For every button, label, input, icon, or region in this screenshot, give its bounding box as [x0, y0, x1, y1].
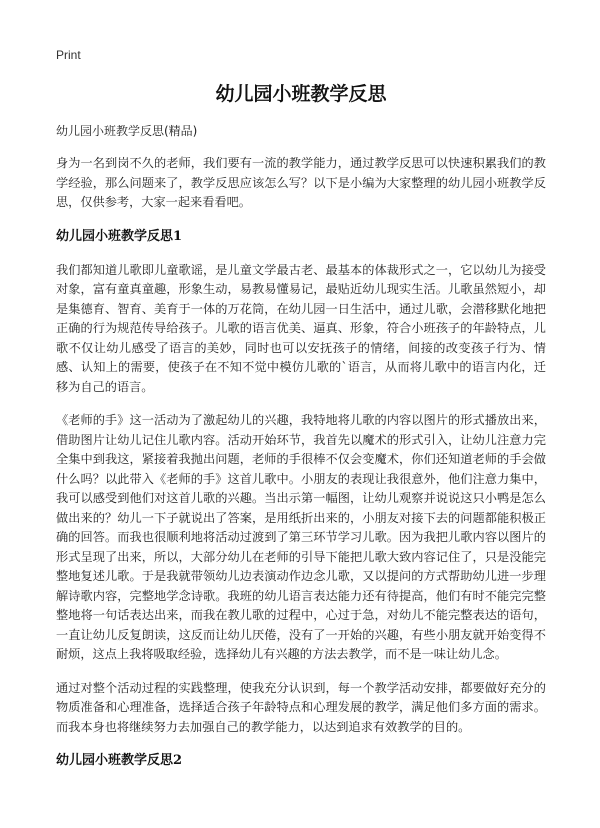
section-paragraph: 《老师的手》这一活动为了激起幼儿的兴趣，我特地将儿歌的内容以图片的形式播放出来，借助图片让幼儿记住儿歌内容。活动开始环节，我首先以魔术的形式引入，让幼儿注意力完全集中到我这，紧接着我抛出问题，老师的手很棒不仅会变魔术，你们还知道老师的手会做什么吗？以此带入《老师的手》这首儿歌中。小朋友的表现让我很意外，他们注意力集中，我可以感受到他们对这首儿歌的兴趣。当出示第一幅图，让幼儿观察并说说这只小鸭是怎么做出来的？幼儿一下子就说出了答案，是用纸折出来的，小朋友对接下去的问题都能积极正确的回答。而我也很顺利地将活动过渡到了第三环节学习儿歌。因为我把儿歌内容以图片的形式呈现了出来，所以，大部分幼儿在老师的引导下能把儿歌大致内容记住了，只是没能完整地复述儿歌。于是我就带领幼儿边表演动作边念儿歌，又以提问的方式帮助幼儿进一步理解诗歌内容，完整地学念诗歌。我班的幼儿语言表达能力还有待提高，他们有时不能完完整整地将一句话表达出来，而我在教儿歌的过程中，心过于急，对幼儿不能完整表达的语句，一直让幼儿反复朗读，这反而让幼儿厌倦，没有了一开始的兴趣，有些小朋友就开始变得不耐烦，这点上我将吸取经验，选择幼儿有兴趣的方法去教学，而不是一味让幼儿念。	[56, 413, 546, 661]
document-subtitle: 幼儿园小班教学反思(精品)	[56, 124, 198, 138]
document-title: 幼儿园小班教学反思	[215, 83, 387, 105]
section-paragraph: 我们都知道儿歌即儿童歌谣，是儿童文学最古老、最基本的体裁形式之一，它以幼儿为接受对象，富有童真童趣，形象生动，易教易懂易记，最贴近幼儿现实生活。儿歌虽然短小，却是集德育、智育、美育于一体的万花筒，在幼儿园一日生活中，通过儿歌，会潜移默化地把正确的行为规范传导给孩子。儿歌的语言优美、逼真、形象，符合小班孩子的年龄特点，儿歌不仅让幼儿感受了语言的美妙，同时也可以安抚孩子的情绪，间接的改变孩子行为、情感、认知上的需要，使孩子在不知不觉中模仿儿歌的`语言，从而将儿歌中的语言内化，迁移为自己的语言。	[56, 262, 546, 394]
section-heading: 幼儿园小班教学反思1	[56, 228, 183, 244]
intro-paragraph: 身为一名到岗不久的老师，我们要有一流的教学能力，通过教学反思可以快速积累我们的教学经验，那么问题来了，教学反思应该怎么写？以下是小编为大家整理的幼儿园小班教学反思，仅供参考，大家一起来看看吧。	[56, 156, 546, 209]
section-paragraph: 通过对整个活动过程的实践整理，使我充分认识到，每一个教学活动安排，都要做好充分的物质准备和心理准备，选择适合孩子年龄特点和心理发展的教学，满足他们多方面的需求。而我本身也将继续努力去加强自己的教学能力，以达到追求有效教学的目的。	[56, 680, 546, 734]
document-content	[56, 80, 546, 785]
print-link[interactable]: Print	[56, 48, 81, 62]
section-heading: 幼儿园小班教学反思2	[56, 753, 183, 768]
